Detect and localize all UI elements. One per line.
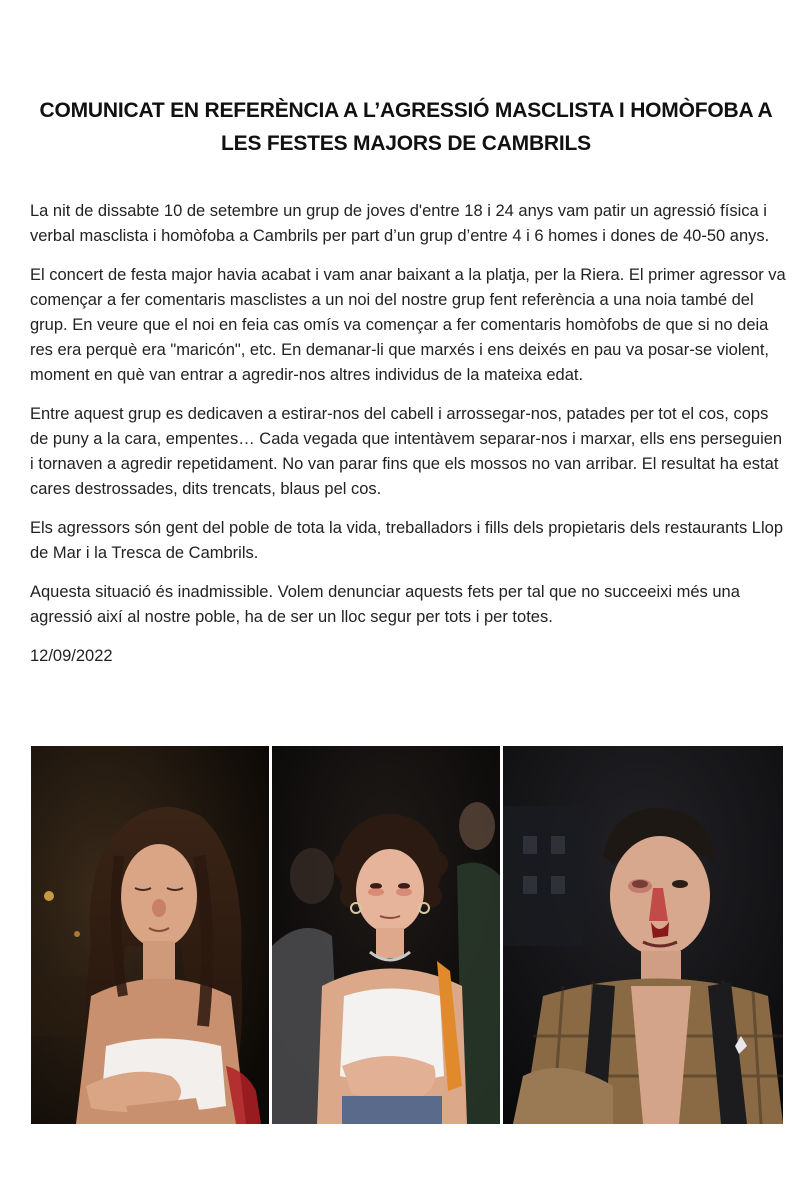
photo-strip [31, 746, 783, 1124]
paragraph-2: El concert de festa major havia acabat i vam anar baixant a la platja, per la Riera. El primer agressor va començar a fer comentaris masclistes a un noi del nostre grup fent referència a una noia també del grup. En veure que el noi en feia cas omís va començar a fer comentaris homòfobs de que si no deia res era perquè era "maricón", etc. En demanar-li que marxés i ens deixés en pau va posar-se violent, moment en què van entrar a agredir-nos altres individus de la mateixa edat. [30, 266, 786, 384]
document-title: COMUNICAT EN REFERÈNCIA A L’AGRESSIÓ MASCLISTA I HOMÒFOBA A LES FESTES MAJORS DE CAMBRILS [39, 99, 773, 156]
paragraph-5: Aquesta situació és inadmissible. Volem denunciar aquests fets per tal que no succeeixi més una agressió així al nostre poble, ha de ser un lloc segur per tots i per totes. [30, 583, 740, 626]
photo-3-image [503, 746, 783, 1124]
paragraph-3: Entre aquest grup es dedicaven a estirar-nos del cabell i arrossegar-nos, patades per tot el cos, cops de puny a la cara, empentes… Cada vegada que intentàvem separar-nos i marxar, ells ens perseguien i tornaven a agredir repetidament. No van parar fins que els mossos no van arribar. El resultat ha estat cares destrossades, dits trencats, blaus pel cos. [30, 405, 783, 498]
paragraph-1: La nit de dissabte 10 de setembre un grup de joves d'entre 18 i 24 anys vam patir un agressió física i verbal masclista i homòfoba a Cambrils per part d’un grup d’entre 4 i 6 homes i dones de 40-50 anys. [30, 202, 770, 245]
photo-young-man-injured-nose [503, 746, 783, 1124]
document-date: 12/09/2022 [30, 647, 113, 665]
photo-1-image [31, 746, 269, 1124]
paragraph-4: Els agressors són gent del poble de tota la vida, treballadors i fills dels propietaris dels restaurants Llop de Mar i la Tresca de Cambrils. [30, 519, 783, 562]
photo-young-woman-long-hair [31, 746, 269, 1124]
document-body [30, 199, 790, 683]
photo-2-image [272, 746, 500, 1124]
photo-young-woman-curly-hair [272, 746, 500, 1124]
